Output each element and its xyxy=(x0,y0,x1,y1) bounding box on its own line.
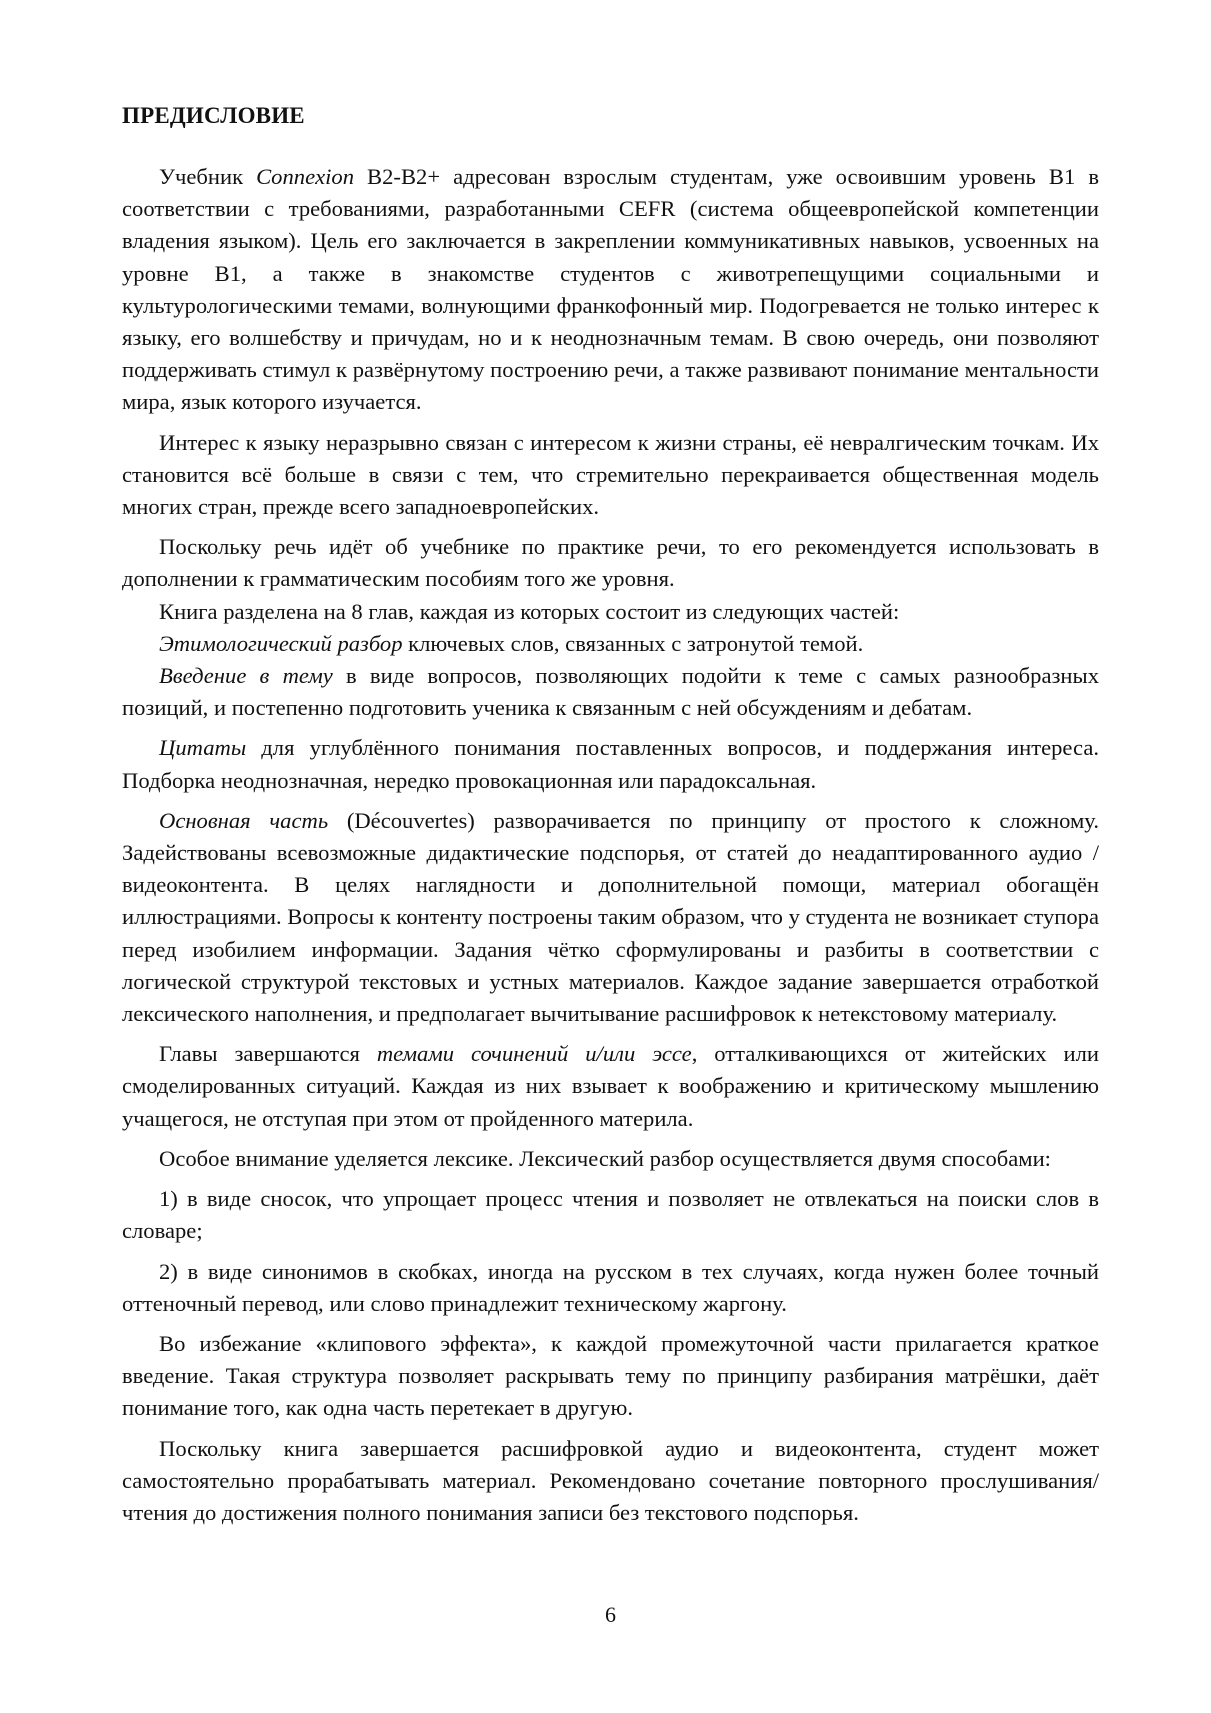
text-essays-before: Главы завершаются xyxy=(159,1041,377,1067)
paragraph-introduction-topic xyxy=(122,660,1099,724)
term-essays: темами сочинений и/или эссе xyxy=(376,1041,692,1067)
paragraph-country-interest: Интерес к языку неразрывно связан с интересом к жизни страны, её невралгическим точкам. Их становится всё больше в связи с тем, что стремительно перекраивается общественная модель многих стран, прежде всего западноевропейских. xyxy=(122,429,1099,520)
text-introduction: в виде вопросов, позволяющих подойти к теме с самых разнообразных позиций, и постепенно подготовить ученика к связанным с ней обсуждениям и дебатам. xyxy=(122,663,1099,721)
paragraph-quotes xyxy=(122,732,1099,796)
paragraph-main-part xyxy=(122,805,1099,1030)
paragraph-intro-after: B2-B2+ адресован взрослым студентам, уже освоившим уровень B1 в соответствии с требованиями, разработанными CEFR (система общеевропейской компетенции владения языком). Цель его заключается в закреплении коммуникативных навыков, усвоенных на уровне B1, а также в знакомстве студентов с животрепещущими социальными и культурологическими темами, волнующими франкофонный мир. Подогревается не только интерес к языку, его волшебству и причудам, но и к неоднозначным темам. В свою очередь, они позволяют поддерживать стимул к развёрнутому построению речи, а также развивают понимание ментальности мира, язык которого изучается. xyxy=(122,164,1099,415)
paragraph-clip-effect: Во избежание «клипового эффекта», к каждой промежуточной части прилагается краткое введение. Такая структура позволяет раскрывать тему по принципу разбирания матрёшки, даёт понимание того, как одна часть перетекает в другую. xyxy=(122,1330,1099,1421)
text-essays-after: , отталкивающихся от житейских или смоделированных ситуаций. Каждая из них взывает к воображению и критическому мышлению учащегося, не отступая при этом от пройденного материла. xyxy=(122,1041,1100,1131)
preface-body xyxy=(122,161,1099,1529)
paragraph-structure: Книга разделена на 8 глав, каждая из которых состоит из следующих частей: xyxy=(159,598,900,624)
term-introduction: Введение в тему xyxy=(159,663,333,689)
term-main-part: Основная часть xyxy=(159,807,329,833)
text-quotes: для углублённого понимания поставленных вопросов, и поддержания интереса. Подборка неоднозначная, нередко провокационная или парадоксальная. xyxy=(122,735,1099,793)
paragraph-footnotes: 1) в виде сносок, что упрощает процесс чтения и позволяет не отвлекаться на поиски слов в словаре; xyxy=(122,1186,1099,1244)
text-etymology: ключевых слов, связанных с затронутой темой. xyxy=(402,630,864,656)
textbook-title: Connexion xyxy=(256,164,354,189)
paragraph-etymology xyxy=(122,628,1099,660)
paragraph-intro xyxy=(122,161,1099,419)
page-number: 6 xyxy=(605,1602,616,1627)
page-title: ПРЕДИСЛОВИЕ xyxy=(122,103,305,128)
text-main-part: (Découvertes) разворачивается по принципу от простого к сложному. Задействованы всевозможные дидактические подспорья, от статей до неадаптированного аудио / видеоконтента. В целях наглядности и дополнительной помощи, материал обогащён иллюстрациями. Вопросы к контенту построены таким образом, что у студента не возникает ступора перед изобилием информации. Задания чётко сформулированы и разбиты в соответствии с логической структурой текстовых и устных материалов. Каждое задание завершается отработкой лексического наполнения, и предполагает вычитывание расшифровок к нетекстовому материалу. xyxy=(122,807,1099,1027)
paragraph-vocabulary: Особое внимание уделяется лексике. Лексический разбор осуществляется двумя способами: xyxy=(159,1145,1051,1171)
paragraph-synonyms: 2) в виде синонимов в скобках, иногда на русском в тех случаях, когда нужен более точный оттеночный перевод, или слово принадлежит техническому жаргону. xyxy=(122,1258,1099,1316)
paragraph-essays xyxy=(122,1038,1099,1135)
paragraph-usage: Поскольку речь идёт об учебнике по практике речи, то его рекомендуется использовать в дополнении к грамматическим пособиям того же уровня. xyxy=(122,534,1099,592)
paragraph-transcripts: Поскольку книга завершается расшифровкой аудио и видеоконтента, студент может самостоятельно прорабатывать материал. Рекомендовано сочетание повторного прослушивания/чтения до достижения полного понимания записи без текстового подспорья. xyxy=(122,1435,1099,1525)
term-quotes: Цитаты xyxy=(159,735,247,761)
paragraph-intro-before: Учебник xyxy=(159,164,257,189)
term-etymology: Этимологический разбор xyxy=(159,630,403,656)
